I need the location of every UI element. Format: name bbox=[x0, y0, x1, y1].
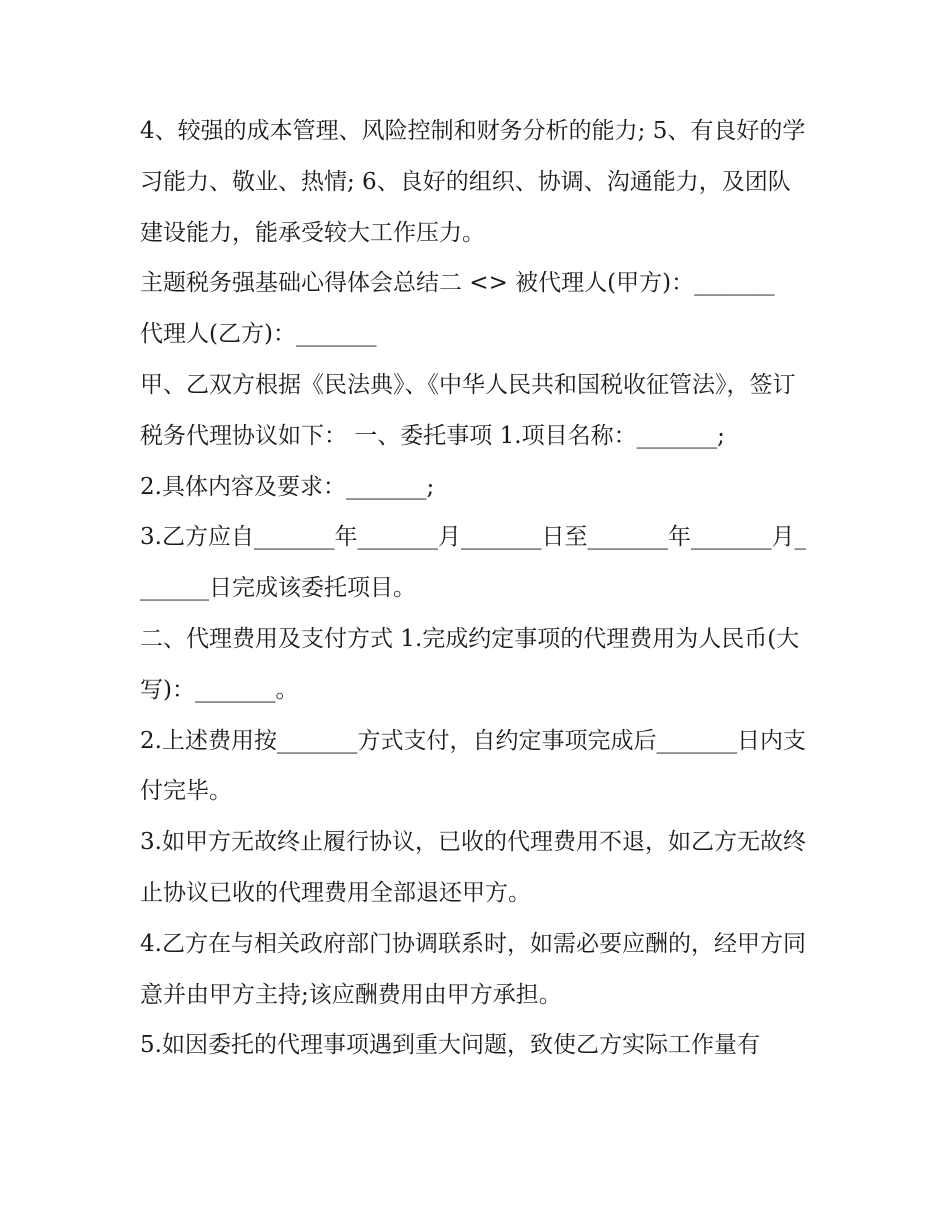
paragraph-deadline: 3.乙方应自_______年_______月_______日至_______年_______月_______日完成该委托项目。 bbox=[140, 524, 806, 602]
paragraph-abilities: 4、较强的成本管理、风险控制和财务分析的能力; 5、有良好的学习能力、敬业、热情; 6、良好的组织、协调、沟通能力，及团队建设能力，能承受较大工作压力。 bbox=[140, 118, 806, 246]
document-body bbox=[140, 106, 808, 1071]
paragraph-termination: 3.如甲方无故终止履行协议，已收的代理费用不退，如乙方无故终止协议已收的代理费用全部退还甲方。 bbox=[140, 829, 806, 906]
paragraph-agent: 代理人(乙方)：_______ bbox=[140, 321, 377, 348]
paragraph-entertainment: 4.乙方在与相关政府部门协调联系时，如需必要应酬的，经甲方同意并由甲方主持;该应酬费用由甲方承担。 bbox=[140, 930, 806, 1008]
paragraph-fees: 二、代理费用及支付方式 1.完成约定事项的代理费用为人民币(大写)：_______。 bbox=[140, 625, 800, 703]
paragraph-payment-method: 2.上述费用按_______方式支付，自约定事项完成后_______日内支付完毕。 bbox=[140, 727, 806, 805]
paragraph-title-principal: 主题税务强基础心得体会总结二 <> 被代理人(甲方)：_______ bbox=[140, 270, 775, 297]
paragraph-requirements: 2.具体内容及要求：_______; bbox=[140, 473, 435, 500]
paragraph-major-issues: 5.如因委托的代理事项遇到重大问题，致使乙方实际工作量有 bbox=[140, 1032, 760, 1059]
paragraph-agreement-intro: 甲、乙双方根据《民法典》、《中华人民共和国税收征管法》，签订税务代理协议如下： 一、委托事项 1.项目名称：_______; bbox=[140, 371, 796, 449]
